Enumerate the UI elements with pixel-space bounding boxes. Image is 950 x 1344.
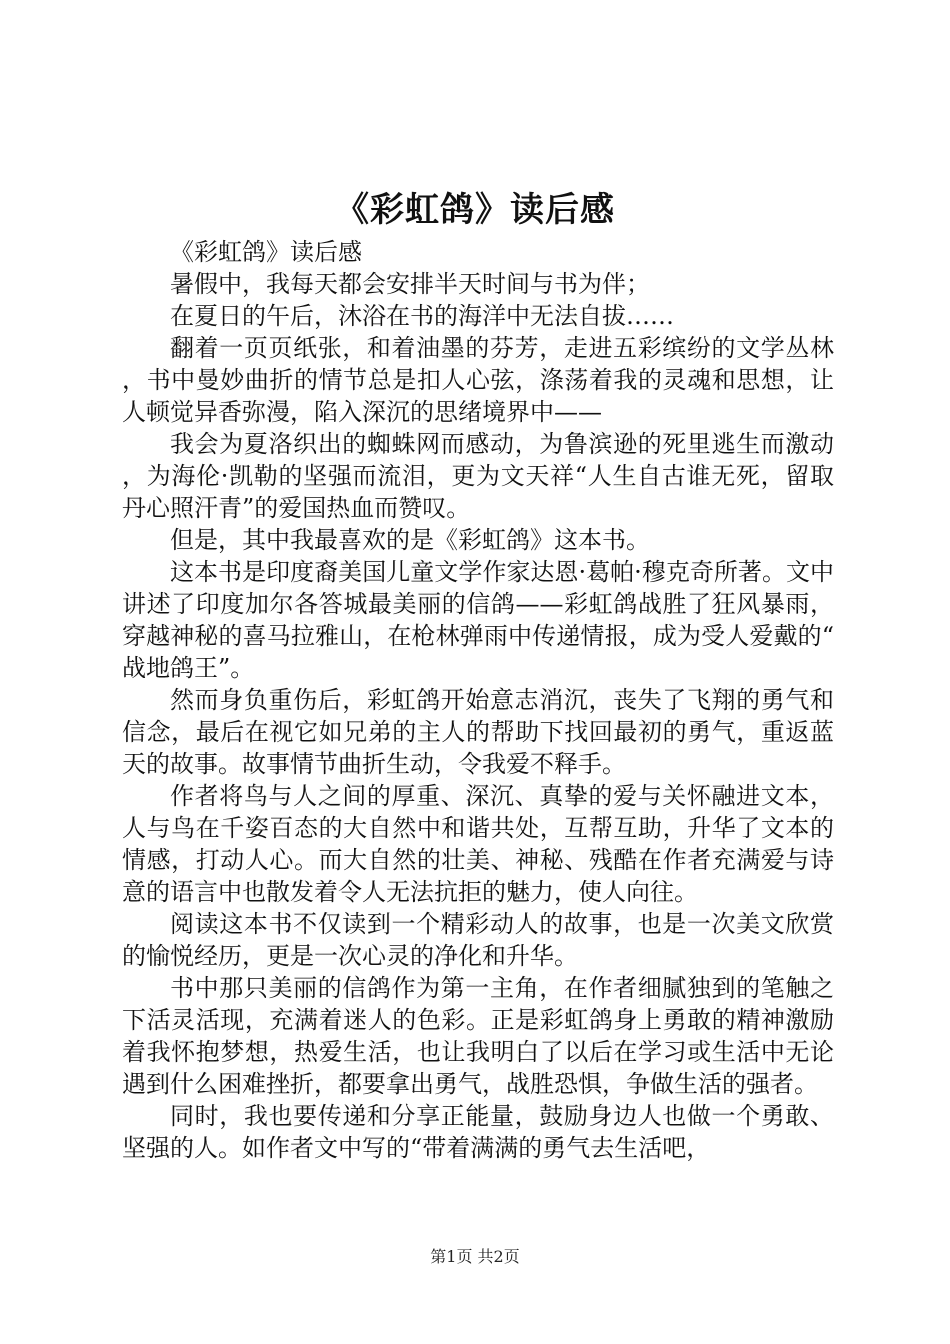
paragraph: 暑假中，我每天都会安排半天时间与书为伴；: [170, 270, 650, 298]
document-title: 《彩虹鸽》读后感: [335, 190, 615, 230]
paragraph: 阅读这本书不仅读到一个精彩动人的故事，也是一次美文欣赏的愉悦经历，更是一次心灵的净化和升华。: [122, 910, 834, 970]
paragraph: 书中那只美丽的信鸽作为第一主角，在作者细腻独到的笔触之下活灵活现，充满着迷人的色彩。正是彩虹鸽身上勇敢的精神激励着我怀抱梦想，热爱生活，也让我明白了以后在学习或生活中无论遇到什么困难挫折，都要拿出勇气，战胜恐惧，争做生活的强者。: [122, 974, 834, 1098]
paragraph: 我会为夏洛织出的蜘蛛网而感动，为鲁滨逊的死里逃生而激动，为海伦·凯勒的坚强而流泪，更为文天祥“人生自古谁无死，留取丹心照汗青”的爱国热血而赞叹。: [122, 430, 834, 522]
paragraph: 翻着一页页纸张，和着油墨的芬芳，走进五彩缤纷的文学丛林，书中曼妙曲折的情节总是扣人心弦，涤荡着我的灵魂和思想，让人顿觉异香弥漫，陷入深沉的思绪境界中——: [122, 334, 834, 426]
paragraph: 同时，我也要传递和分享正能量，鼓励身边人也做一个勇敢、坚强的人。如作者文中写的“带着满满的勇气去生活吧，: [122, 1102, 834, 1162]
paragraph: 作者将鸟与人之间的厚重、深沉、真挚的爱与关怀融进文本，人与鸟在千姿百态的大自然中和谐共处，互帮互助，升华了文本的情感，打动人心。而大自然的壮美、神秘、残酷在作者充满爱与诗意的语言中也散发着令人无法抗拒的魅力，使人向往。: [122, 782, 834, 906]
paragraph: 然而身负重伤后，彩虹鸽开始意志消沉，丧失了飞翔的勇气和信念，最后在视它如兄弟的主人的帮助下找回最初的勇气，重返蓝天的故事。故事情节曲折生动，令我爱不释手。: [122, 686, 834, 778]
page-number-footer: 第1页 共2页: [430, 1247, 520, 1266]
paragraph: 《彩虹鸽》读后感: [170, 238, 362, 266]
paragraph: 这本书是印度裔美国儿童文学作家达恩·葛帕·穆克奇所著。文中讲述了印度加尔各答城最美丽的信鸽——彩虹鸽战胜了狂风暴雨，穿越神秘的喜马拉雅山，在枪林弹雨中传递情报，成为受人爱戴的“战地鸽王”。: [122, 558, 834, 682]
paragraph: 但是，其中我最喜欢的是《彩虹鸽》这本书。: [170, 526, 650, 554]
paragraph: 在夏日的午后，沐浴在书的海洋中无法自拔……: [170, 302, 674, 330]
document-body: [122, 236, 834, 1164]
